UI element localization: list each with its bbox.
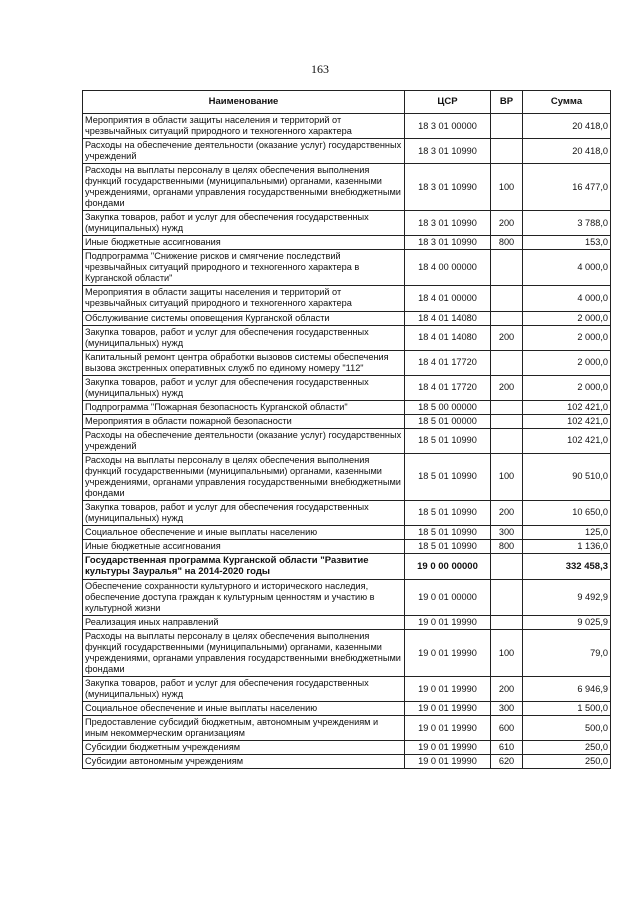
csr-cell: 19 0 01 19990 bbox=[405, 755, 491, 769]
table-row bbox=[83, 554, 611, 580]
name-cell: Расходы на обеспечение деятельности (оказание услуг) государственных учреждений bbox=[83, 428, 405, 453]
table-row bbox=[83, 325, 611, 350]
csr-cell: 18 5 01 10990 bbox=[405, 453, 491, 500]
vr-cell bbox=[491, 250, 523, 286]
table-row bbox=[83, 540, 611, 554]
sum-cell: 4 000,0 bbox=[523, 286, 611, 311]
vr-cell bbox=[491, 615, 523, 629]
table-row bbox=[83, 250, 611, 286]
sum-cell: 2 000,0 bbox=[523, 350, 611, 375]
sum-cell: 102 421,0 bbox=[523, 428, 611, 453]
table-row bbox=[83, 500, 611, 525]
vr-cell: 300 bbox=[491, 526, 523, 540]
csr-cell: 18 3 01 10990 bbox=[405, 139, 491, 164]
vr-cell: 600 bbox=[491, 716, 523, 741]
csr-cell: 18 4 01 14080 bbox=[405, 311, 491, 325]
sum-cell: 79,0 bbox=[523, 630, 611, 677]
name-cell: Закупка товаров, работ и услуг для обеспечения государственных (муниципальных) нужд bbox=[83, 325, 405, 350]
csr-cell: 18 5 01 10990 bbox=[405, 428, 491, 453]
csr-cell: 19 0 01 19990 bbox=[405, 716, 491, 741]
vr-cell: 800 bbox=[491, 236, 523, 250]
table-row bbox=[83, 453, 611, 500]
sum-cell: 1 500,0 bbox=[523, 702, 611, 716]
name-cell: Социальное обеспечение и иные выплаты населению bbox=[83, 702, 405, 716]
budget-table bbox=[82, 90, 611, 769]
sum-cell: 102 421,0 bbox=[523, 400, 611, 414]
csr-cell: 18 5 01 10990 bbox=[405, 526, 491, 540]
vr-cell: 620 bbox=[491, 755, 523, 769]
vr-cell bbox=[491, 428, 523, 453]
csr-cell: 19 0 01 19990 bbox=[405, 677, 491, 702]
sum-cell: 3 788,0 bbox=[523, 211, 611, 236]
sum-cell: 102 421,0 bbox=[523, 414, 611, 428]
csr-cell: 18 4 01 14080 bbox=[405, 325, 491, 350]
vr-cell: 200 bbox=[491, 677, 523, 702]
csr-cell: 18 4 01 17720 bbox=[405, 375, 491, 400]
table-row bbox=[83, 702, 611, 716]
csr-cell: 19 0 01 00000 bbox=[405, 579, 491, 615]
header-csr: ЦСР bbox=[405, 91, 491, 114]
vr-cell bbox=[491, 414, 523, 428]
table-row bbox=[83, 414, 611, 428]
name-cell: Предоставление субсидий бюджетным, автономным учреждениям и иным некоммерческим организациям bbox=[83, 716, 405, 741]
name-cell: Закупка товаров, работ и услуг для обеспечения государственных (муниципальных) нужд bbox=[83, 500, 405, 525]
name-cell: Закупка товаров, работ и услуг для обеспечения государственных (муниципальных) нужд bbox=[83, 677, 405, 702]
vr-cell: 200 bbox=[491, 375, 523, 400]
table-row bbox=[83, 375, 611, 400]
csr-cell: 18 4 01 17720 bbox=[405, 350, 491, 375]
sum-cell: 16 477,0 bbox=[523, 164, 611, 211]
sum-cell: 90 510,0 bbox=[523, 453, 611, 500]
table-row bbox=[83, 400, 611, 414]
vr-cell: 100 bbox=[491, 164, 523, 211]
csr-cell: 18 4 00 00000 bbox=[405, 250, 491, 286]
name-cell: Расходы на выплаты персоналу в целях обеспечения выполнения функций государственными (муниципальными) органами, казенными учреждениями, органами управления государственными внебюджетными фондами bbox=[83, 164, 405, 211]
vr-cell: 300 bbox=[491, 702, 523, 716]
vr-cell bbox=[491, 139, 523, 164]
sum-cell: 332 458,3 bbox=[523, 554, 611, 580]
table-row bbox=[83, 114, 611, 139]
name-cell: Иные бюджетные ассигнования bbox=[83, 540, 405, 554]
name-cell: Реализация иных направлений bbox=[83, 615, 405, 629]
vr-cell: 100 bbox=[491, 453, 523, 500]
vr-cell: 800 bbox=[491, 540, 523, 554]
sum-cell: 6 946,9 bbox=[523, 677, 611, 702]
name-cell: Закупка товаров, работ и услуг для обеспечения государственных (муниципальных) нужд bbox=[83, 375, 405, 400]
header-name: Наименование bbox=[83, 91, 405, 114]
header-sum: Сумма bbox=[523, 91, 611, 114]
table-row bbox=[83, 164, 611, 211]
sum-cell: 20 418,0 bbox=[523, 139, 611, 164]
table-row bbox=[83, 139, 611, 164]
vr-cell: 610 bbox=[491, 741, 523, 755]
table-row bbox=[83, 428, 611, 453]
page-number: 163 bbox=[311, 62, 329, 76]
sum-cell: 2 000,0 bbox=[523, 311, 611, 325]
vr-cell bbox=[491, 114, 523, 139]
name-cell: Расходы на обеспечение деятельности (оказание услуг) государственных учреждений bbox=[83, 139, 405, 164]
csr-cell: 18 3 01 10990 bbox=[405, 164, 491, 211]
sum-cell: 153,0 bbox=[523, 236, 611, 250]
table-row bbox=[83, 211, 611, 236]
name-cell: Обслуживание системы оповещения Курганской области bbox=[83, 311, 405, 325]
header-row bbox=[83, 91, 611, 114]
name-cell: Государственная программа Курганской области "Развитие культуры Зауралья" на 2014-2020 годы bbox=[83, 554, 405, 580]
name-cell: Обеспечение сохранности культурного и исторического наследия, обеспечение доступа граждан к культурным ценностям и участию в культурной жизни bbox=[83, 579, 405, 615]
vr-cell: 200 bbox=[491, 211, 523, 236]
csr-cell: 18 5 01 10990 bbox=[405, 500, 491, 525]
table-row bbox=[83, 630, 611, 677]
table-row bbox=[83, 755, 611, 769]
csr-cell: 18 3 01 10990 bbox=[405, 236, 491, 250]
sum-cell: 10 650,0 bbox=[523, 500, 611, 525]
name-cell: Субсидии автономным учреждениям bbox=[83, 755, 405, 769]
vr-cell: 100 bbox=[491, 630, 523, 677]
csr-cell: 19 0 00 00000 bbox=[405, 554, 491, 580]
name-cell: Подпрограмма "Снижение рисков и смягчение последствий чрезвычайных ситуаций природного и техногенного характера в Курганской области" bbox=[83, 250, 405, 286]
table-row bbox=[83, 677, 611, 702]
table-row bbox=[83, 526, 611, 540]
sum-cell: 2 000,0 bbox=[523, 325, 611, 350]
table-row bbox=[83, 716, 611, 741]
name-cell: Капитальный ремонт центра обработки вызовов системы обеспечения вызова экстренных оперативных служб по единому номеру "112" bbox=[83, 350, 405, 375]
sum-cell: 500,0 bbox=[523, 716, 611, 741]
table-row bbox=[83, 579, 611, 615]
sum-cell: 1 136,0 bbox=[523, 540, 611, 554]
name-cell: Мероприятия в области защиты населения и территорий от чрезвычайных ситуаций природного и техногенного характера bbox=[83, 286, 405, 311]
csr-cell: 18 5 00 00000 bbox=[405, 400, 491, 414]
name-cell: Закупка товаров, работ и услуг для обеспечения государственных (муниципальных) нужд bbox=[83, 211, 405, 236]
header-vr: ВР bbox=[491, 91, 523, 114]
sum-cell: 250,0 bbox=[523, 755, 611, 769]
name-cell: Социальное обеспечение и иные выплаты населению bbox=[83, 526, 405, 540]
vr-cell bbox=[491, 286, 523, 311]
vr-cell bbox=[491, 350, 523, 375]
csr-cell: 18 3 01 00000 bbox=[405, 114, 491, 139]
sum-cell: 125,0 bbox=[523, 526, 611, 540]
vr-cell bbox=[491, 311, 523, 325]
name-cell: Расходы на выплаты персоналу в целях обеспечения выполнения функций государственными (муниципальными) органами, казенными учреждениями, органами управления государственными внебюджетными фондами bbox=[83, 453, 405, 500]
csr-cell: 19 0 01 19990 bbox=[405, 741, 491, 755]
csr-cell: 18 5 01 00000 bbox=[405, 414, 491, 428]
vr-cell bbox=[491, 554, 523, 580]
csr-cell: 18 3 01 10990 bbox=[405, 211, 491, 236]
table-row bbox=[83, 236, 611, 250]
vr-cell: 200 bbox=[491, 500, 523, 525]
name-cell: Субсидии бюджетным учреждениям bbox=[83, 741, 405, 755]
table-row bbox=[83, 286, 611, 311]
name-cell: Мероприятия в области защиты населения и территорий от чрезвычайных ситуаций природного и техногенного характера bbox=[83, 114, 405, 139]
sum-cell: 9 492,9 bbox=[523, 579, 611, 615]
csr-cell: 18 4 01 00000 bbox=[405, 286, 491, 311]
sum-cell: 2 000,0 bbox=[523, 375, 611, 400]
table-header bbox=[83, 91, 611, 114]
table-row bbox=[83, 741, 611, 755]
table-row bbox=[83, 311, 611, 325]
name-cell: Мероприятия в области пожарной безопасности bbox=[83, 414, 405, 428]
csr-cell: 19 0 01 19990 bbox=[405, 615, 491, 629]
table-body bbox=[83, 114, 611, 769]
sum-cell: 250,0 bbox=[523, 741, 611, 755]
sum-cell: 4 000,0 bbox=[523, 250, 611, 286]
csr-cell: 18 5 01 10990 bbox=[405, 540, 491, 554]
sum-cell: 9 025,9 bbox=[523, 615, 611, 629]
vr-cell bbox=[491, 579, 523, 615]
table-row bbox=[83, 615, 611, 629]
table-row bbox=[83, 350, 611, 375]
name-cell: Расходы на выплаты персоналу в целях обеспечения выполнения функций государственными (муниципальными) органами, казенными учреждениями, органами управления государственными внебюджетными фондами bbox=[83, 630, 405, 677]
csr-cell: 19 0 01 19990 bbox=[405, 702, 491, 716]
name-cell: Подпрограмма "Пожарная безопасность Курганской области" bbox=[83, 400, 405, 414]
sum-cell: 20 418,0 bbox=[523, 114, 611, 139]
vr-cell: 200 bbox=[491, 325, 523, 350]
csr-cell: 19 0 01 19990 bbox=[405, 630, 491, 677]
vr-cell bbox=[491, 400, 523, 414]
name-cell: Иные бюджетные ассигнования bbox=[83, 236, 405, 250]
